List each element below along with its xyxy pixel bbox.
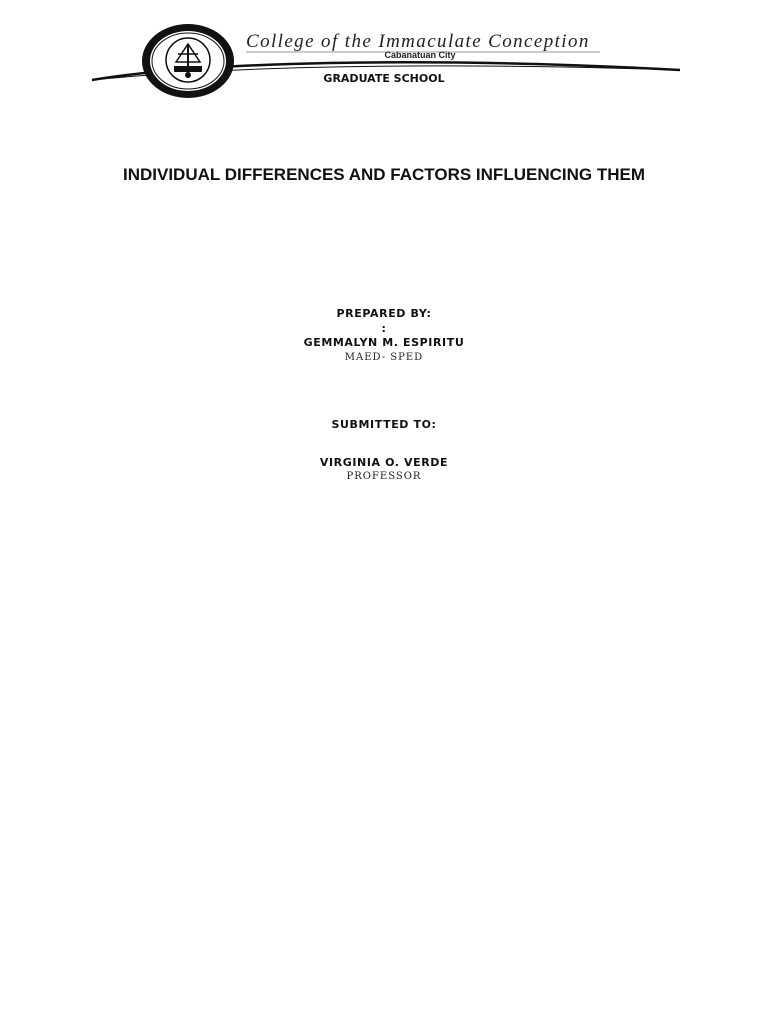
school-name: GRADUATE SCHOOL: [323, 72, 445, 85]
colon-separator: :: [381, 322, 387, 335]
college-seal-logo: [138, 22, 238, 100]
letterhead: [0, 0, 768, 110]
document-title: INDIVIDUAL DIFFERENCES AND FACTORS INFLUENCING THEM: [123, 165, 645, 184]
author-program: MAED- SPED: [344, 352, 424, 363]
submitted-to-label: SUBMITTED TO:: [331, 418, 437, 431]
professor-title: PROFESSOR: [346, 471, 422, 482]
prepared-by-label: PREPARED BY:: [336, 307, 432, 320]
college-city: Cabanatuan City: [384, 50, 456, 60]
college-name: College of the Immaculate Conception: [246, 31, 590, 52]
author-name: GEMMALYN M. ESPIRITU: [303, 336, 465, 349]
professor-name: VIRGINIA O. VERDE: [319, 456, 449, 469]
